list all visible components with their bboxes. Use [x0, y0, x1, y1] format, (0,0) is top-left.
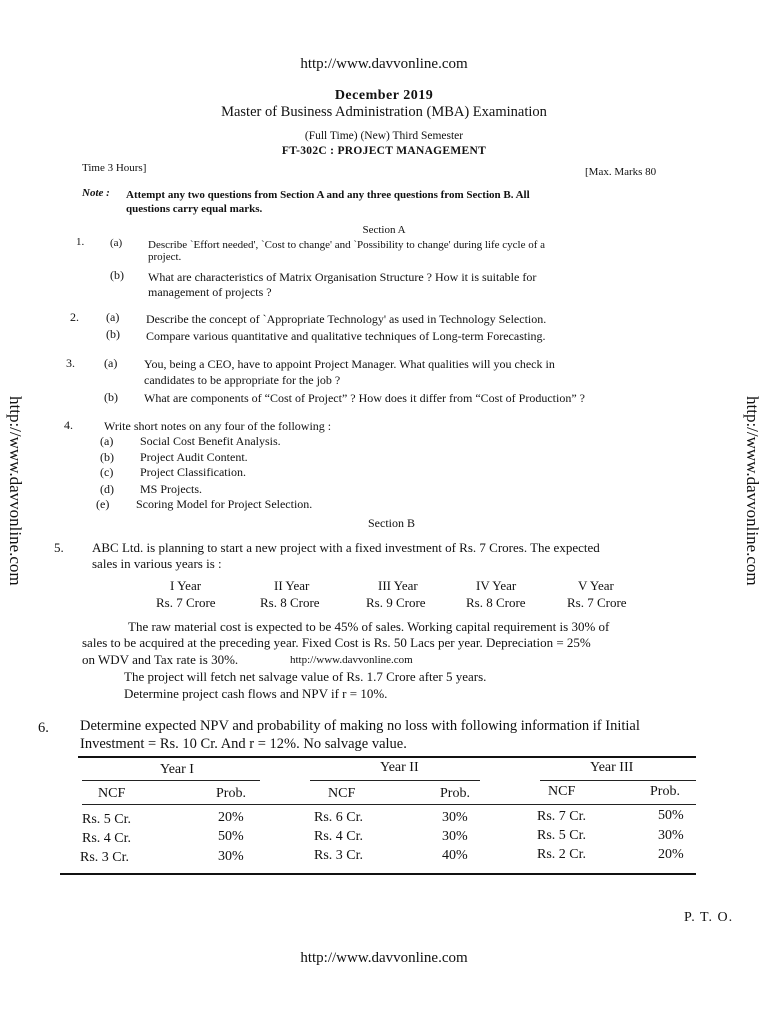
q4-item-d-label: (d) [100, 482, 114, 496]
table-year2-rule [310, 780, 480, 781]
q4-item-c-label: (c) [100, 465, 114, 479]
q2b-label: (b) [106, 327, 120, 341]
q6-line-2: Investment = Rs. 10 Cr. And r = 12%. No salvage value. [80, 736, 407, 752]
q1a-line-1: Describe `Effort needed', `Cost to change' and `Possibility to change' during life cycle of a [148, 239, 546, 251]
q1b-line-1: What are characteristics of Matrix Organisation Structure ? How it is suitable for [148, 270, 537, 284]
q5-line-1: ABC Ltd. is planning to start a new project with a fixed investment of Rs. 7 Crores. The expected [92, 540, 600, 555]
table-row-y3-ncf: Rs. 5 Cr. [537, 828, 587, 843]
exam-title: Master of Business Administration (MBA) Examination [221, 104, 547, 120]
q5-number: 5. [54, 540, 64, 555]
q5-line-2: sales in various years is : [92, 556, 222, 571]
table-top-rule [78, 756, 696, 758]
table-year-2: Year II [380, 760, 419, 775]
q4-item-e-text: Scoring Model for Project Selection. [136, 497, 313, 511]
q5-para-5: Determine project cash flows and NPV if r = 10%. [124, 686, 388, 701]
table-year1-rule [82, 780, 260, 781]
q5-para-2: sales to be acquired at the preceding year. Fixed Cost is Rs. 50 Lacs per year. Depreciation = 25% [82, 635, 591, 650]
q5-sales-5: Rs. 7 Crore [567, 595, 627, 610]
q2a-label: (a) [106, 310, 120, 324]
table-year-1: Year I [160, 762, 194, 777]
table-row-y1-ncf: Rs. 3 Cr. [80, 850, 130, 865]
q4-item-b-label: (b) [100, 450, 114, 464]
note-line-1: Attempt any two questions from Section A and any three questions from Section B. All [126, 189, 530, 201]
q4-item-d-text: MS Projects. [140, 482, 203, 496]
table-row-y3-prob: 30% [658, 828, 684, 843]
q3a-line-2: candidates to be appropriate for the job ? [144, 373, 341, 387]
table-row-y2-ncf: Rs. 3 Cr. [314, 848, 364, 863]
table-prob-header-3: Prob. [650, 784, 680, 799]
q5-year-3: III Year [378, 578, 418, 593]
q5-inline-url: http://www.davvonline.com [290, 654, 413, 666]
note-line-2: questions carry equal marks. [126, 203, 263, 215]
table-row-y1-ncf: Rs. 4 Cr. [82, 831, 132, 846]
q1a-label: (a) [110, 237, 123, 249]
table-row-y3-prob: 20% [658, 847, 684, 862]
header-url: http://www.davvonline.com [300, 56, 468, 72]
footer-url: http://www.davvonline.com [300, 950, 468, 966]
table-row-y1-prob: 30% [218, 849, 244, 864]
q5-sales-3: Rs. 9 Crore [366, 595, 426, 610]
pto-label: P. T. O. [684, 910, 734, 925]
table-ncf-header-3: NCF [548, 784, 576, 799]
table-prob-header-2: Prob. [440, 786, 470, 801]
q3a-line-1: You, being a CEO, have to appoint Project Manager. What qualities will you check in [144, 357, 555, 371]
section-a-heading: Section A [362, 224, 406, 236]
table-year3-rule [540, 780, 696, 781]
q3b-label: (b) [104, 390, 118, 404]
table-prob-header-1: Prob. [216, 786, 246, 801]
table-row-y2-ncf: Rs. 4 Cr. [314, 829, 364, 844]
q5-sales-4: Rs. 8 Crore [466, 595, 526, 610]
q5-para-3: on WDV and Tax rate is 30%. [82, 652, 239, 667]
q1b-label: (b) [110, 268, 124, 282]
table-row-y1-prob: 50% [218, 829, 244, 844]
q2-number: 2. [70, 310, 79, 324]
exam-date: December 2019 [334, 88, 434, 103]
note-label: Note : [82, 187, 110, 199]
q3a-label: (a) [104, 356, 118, 370]
table-ncf-header-1: NCF [98, 786, 126, 801]
table-year-3: Year III [590, 760, 634, 775]
q4-item-a-label: (a) [100, 434, 114, 448]
paper-title: FT-302C : PROJECT MANAGEMENT [281, 145, 487, 157]
q4-item-b-text: Project Audit Content. [140, 450, 248, 464]
q5-sales-2: Rs. 8 Crore [260, 595, 320, 610]
side-url-right: http://www.davvonline.com [743, 396, 762, 586]
q6-line-1: Determine expected NPV and probability of making no loss with following information if Initial [80, 718, 640, 734]
time-label: Time 3 Hours] [82, 162, 147, 174]
q1a-line-2: project. [148, 251, 182, 263]
q5-year-1: I Year [170, 578, 202, 593]
table-row-y2-prob: 40% [442, 848, 468, 863]
q1b-line-2: management of projects ? [148, 285, 272, 299]
table-row-y3-ncf: Rs. 7 Cr. [537, 809, 587, 824]
table-row-y2-ncf: Rs. 6 Cr. [314, 810, 364, 825]
marks-label: [Max. Marks 80 [585, 166, 657, 178]
table-row-y1-ncf: Rs. 5 Cr. [82, 812, 132, 827]
q4-item-e-label: (e) [96, 497, 110, 511]
table-ncf-header-2: NCF [328, 786, 356, 801]
q5-year-4: IV Year [476, 578, 517, 593]
q1-number: 1. [76, 236, 85, 248]
q4-item-c-text: Project Classification. [140, 465, 246, 479]
table-bottom-rule [60, 873, 696, 875]
q3b-text: What are components of “Cost of Project” ? How does it differ from “Cost of Production” ? [144, 391, 585, 405]
q5-year-5: V Year [578, 578, 614, 593]
q4-intro: Write short notes on any four of the following : [104, 419, 332, 433]
q5-sales-1: Rs. 7 Crore [156, 595, 216, 610]
q2a-text: Describe the concept of `Appropriate Technology' as used in Technology Selection. [146, 312, 547, 326]
q4-item-a-text: Social Cost Benefit Analysis. [140, 434, 281, 448]
table-row-y3-ncf: Rs. 2 Cr. [537, 847, 587, 862]
q4-number: 4. [64, 418, 73, 432]
exam-mode: (Full Time) (New) Third Semester [304, 130, 464, 142]
table-row-y2-prob: 30% [442, 810, 468, 825]
q6-number: 6. [38, 720, 49, 736]
q3-number: 3. [66, 356, 75, 370]
q2b-text: Compare various quantitative and qualitative techniques of Long-term Forecasting. [146, 329, 546, 343]
table-row-y3-prob: 50% [658, 808, 684, 823]
table-row-y1-prob: 20% [218, 810, 244, 825]
q5-para-1: The raw material cost is expected to be 45% of sales. Working capital requirement is 30% of [128, 619, 610, 634]
table-header-rule [82, 804, 696, 805]
q5-para-4: The project will fetch net salvage value of Rs. 1.7 Crore after 5 years. [124, 669, 487, 684]
table-row-y2-prob: 30% [442, 829, 468, 844]
side-url-left: http://www.davvonline.com [6, 396, 25, 586]
q5-year-2: II Year [274, 578, 310, 593]
section-b-heading: Section B [368, 516, 415, 530]
